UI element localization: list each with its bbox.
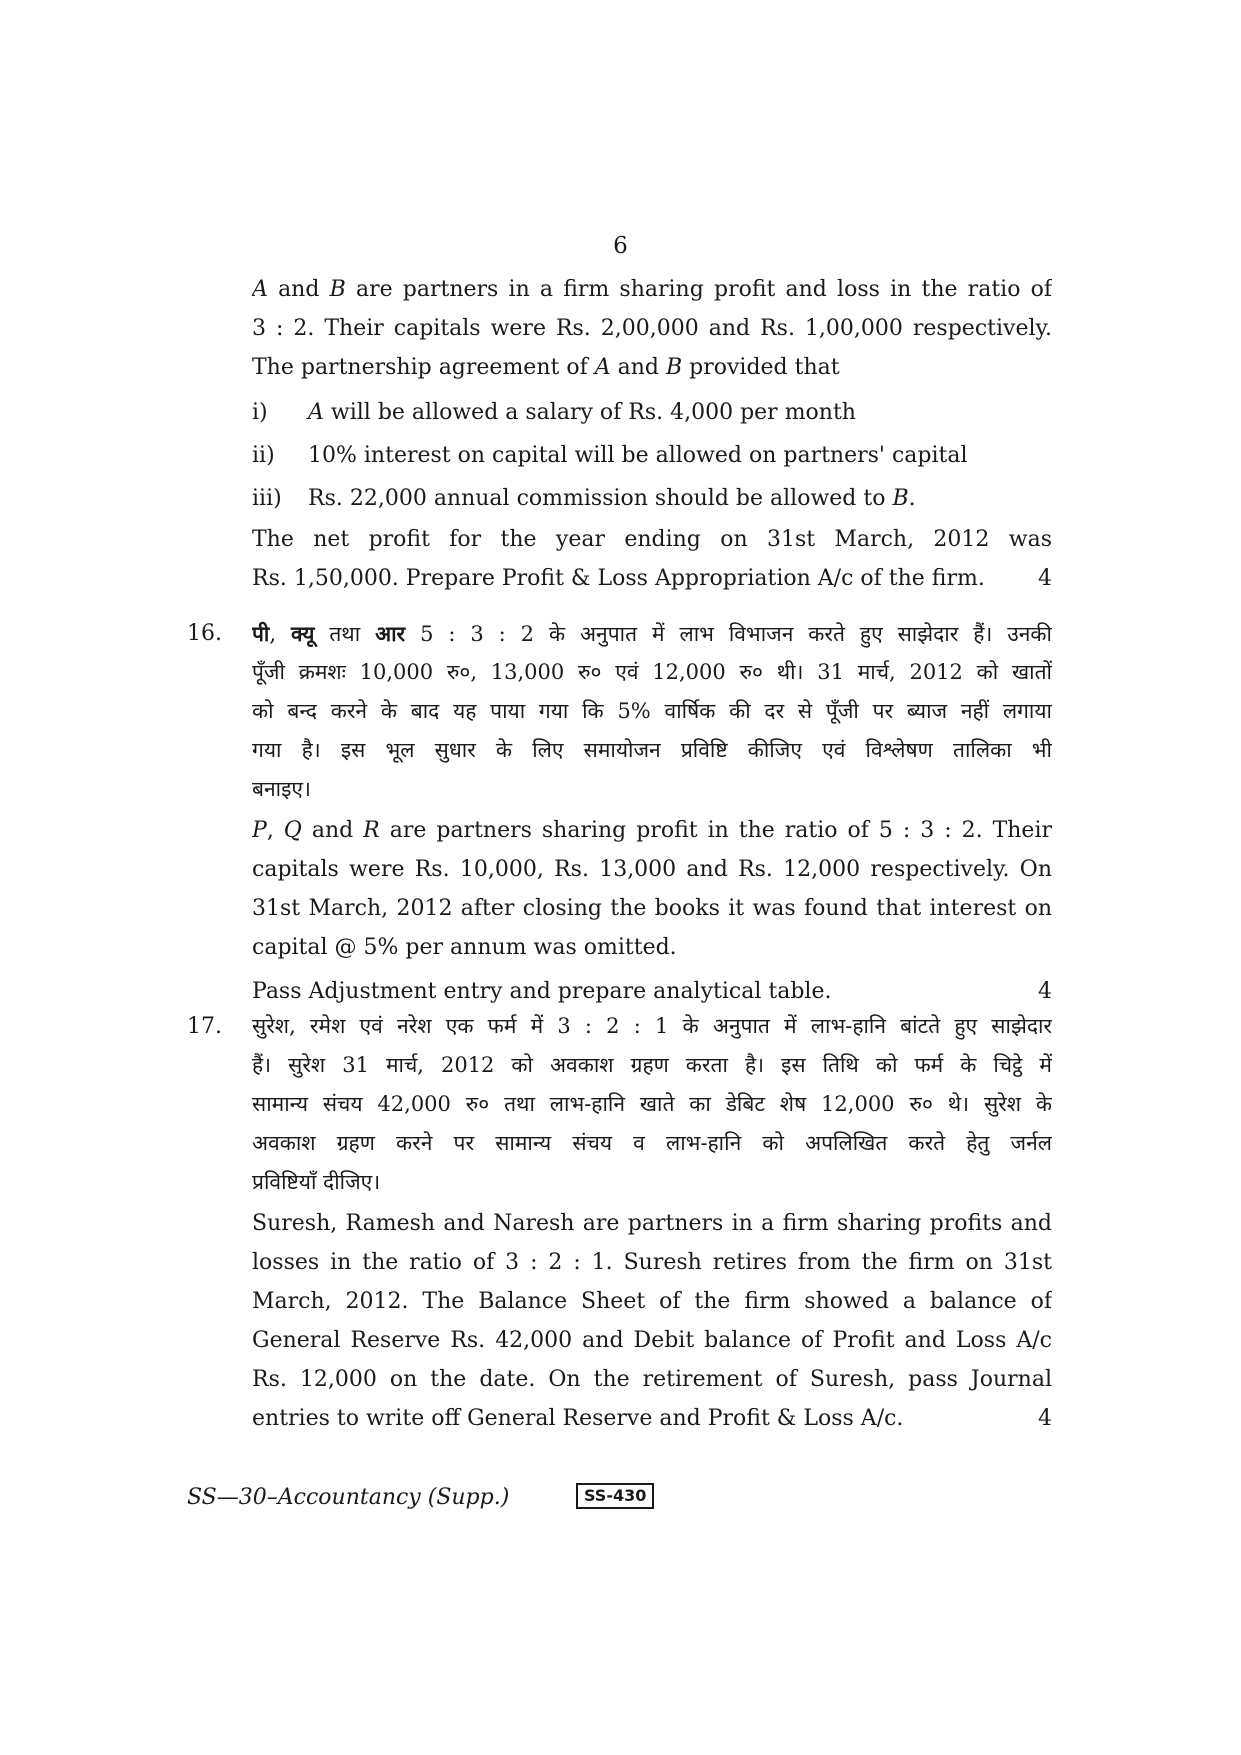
page-number: 6	[613, 233, 628, 259]
q16-final-row	[252, 972, 1052, 1011]
q16-english	[252, 811, 1052, 967]
q15-conditions-list	[252, 391, 1052, 520]
q15-condition-item	[252, 477, 1052, 520]
q17-hindi-line-2: हैं। सुरेश 31 मार्च, 2012 को अवकाश ग्रहण करता है। इस तिथि को फर्म के चिट्ठे में	[252, 1053, 1052, 1077]
q17-english-line-2: losses in the ratio of 3 : 2 : 1. Suresh retires from the firm on 31st	[252, 1250, 1052, 1275]
footer-paper-title: SS—30–Accountancy (Supp.)	[187, 1485, 510, 1510]
q15-condition-text: Rs. 22,000 annual commission should be allowed to B.	[308, 486, 916, 511]
q15-intro-line-1: A and B are partners in a firm sharing profit and loss in the ratio of	[252, 277, 1052, 302]
q16-hindi-line-2: पूँजी क्रमशः 10,000 रु०, 13,000 रु० एवं 12,000 रु० थी। 31 मार्च, 2012 को खातों	[252, 660, 1052, 684]
q17-english-line-1: Suresh, Ramesh and Naresh are partners in a firm sharing profits and	[252, 1211, 1052, 1236]
q15-intro-line-2: 3 : 2. Their capitals were Rs. 2,00,000 and Rs. 1,00,000 respectively.	[252, 316, 1052, 341]
q15-closing-row	[252, 559, 1052, 598]
q16-english-line-1: P, Q and R are partners sharing profit in the ratio of 5 : 3 : 2. Their	[252, 818, 1052, 843]
q17-english-line-5: Rs. 12,000 on the date. On the retirement of Suresh, pass Journal	[252, 1367, 1052, 1392]
q16-final-line: Pass Adjustment entry and prepare analytical table.	[252, 979, 832, 1004]
q16-english-line-3: 31st March, 2012 after closing the books it was found that interest on	[252, 896, 1052, 921]
q16-marks: 4	[1038, 979, 1052, 1004]
q15-condition-number: ii)	[252, 443, 275, 468]
footer-paper-code: SS-430	[576, 1483, 654, 1509]
q16-hindi-line-3: को बन्द करने के बाद यह पाया गया कि 5% वार्षिक की दर से पूँजी पर ब्याज नहीं लगाया	[252, 699, 1052, 723]
q15-condition-item	[252, 434, 1052, 477]
question-17-number: 17.	[187, 1014, 222, 1039]
q15-intro-line-3: The partnership agreement of A and B provided that	[252, 355, 840, 380]
q16-hindi-line-4: गया है। इस भूल सुधार के लिए समायोजन प्रविष्टि कीजिए एवं विश्लेषण तालिका भी	[252, 738, 1052, 762]
q15-condition-text: 10% interest on capital will be allowed on partners' capital	[308, 443, 968, 468]
question-17	[252, 1007, 1052, 1438]
q17-hindi-line-3: सामान्य संचय 42,000 रु० तथा लाभ-हानि खाते का डेबिट शेष 12,000 रु० थे। सुरेश के	[252, 1092, 1052, 1116]
q17-marks: 4	[1038, 1406, 1052, 1431]
question-16	[252, 614, 1052, 1011]
q15-marks: 4	[1038, 566, 1052, 591]
q17-hindi-line-4: अवकाश ग्रहण करने पर सामान्य संचय व लाभ-हानि को अपलिखित करते हेतु जर्नल	[252, 1131, 1052, 1155]
q15-condition-item	[252, 391, 1052, 434]
q16-english-line-2: capitals were Rs. 10,000, Rs. 13,000 and Rs. 12,000 respectively. On	[252, 857, 1052, 882]
q15-condition-number: iii)	[252, 486, 282, 511]
q15-condition-text: A will be allowed a salary of Rs. 4,000 per month	[308, 400, 856, 425]
q16-english-line-4: capital @ 5% per annum was omitted.	[252, 935, 677, 960]
q15-closing-line-1: The net profit for the year ending on 31st March, 2012 was	[252, 527, 1052, 552]
q17-english-line-6: entries to write off General Reserve and Profit & Loss A/c.	[252, 1406, 904, 1431]
question-16-number: 16.	[187, 621, 222, 646]
q16-hindi-line-5: बनाइए।	[252, 777, 311, 801]
q17-english-line-3: March, 2012. The Balance Sheet of the firm showed a balance of	[252, 1289, 1052, 1314]
q17-english-line-4: General Reserve Rs. 42,000 and Debit balance of Profit and Loss A/c	[252, 1328, 1052, 1353]
q15-closing-line-2: Rs. 1,50,000. Prepare Profit & Loss Appropriation A/c of the firm.	[252, 566, 985, 591]
question-15-english	[252, 270, 1052, 598]
q17-hindi-line-5: प्रविष्टियाँ दीजिए।	[252, 1170, 381, 1194]
q17-hindi-line-1: सुरेश, रमेश एवं नरेश एक फर्म में 3 : 2 : 1 के अनुपात में लाभ-हानि बांटते हुए साझेदार	[252, 1014, 1052, 1038]
q15-condition-number: i)	[252, 400, 268, 425]
q16-hindi-line-1: पी, क्यू तथा आर 5 : 3 : 2 के अनुपात में लाभ विभाजन करते हुए साझेदार हैं। उनकी	[252, 621, 1052, 646]
q17-final-row	[252, 1399, 1052, 1438]
q17-english	[252, 1204, 1052, 1438]
